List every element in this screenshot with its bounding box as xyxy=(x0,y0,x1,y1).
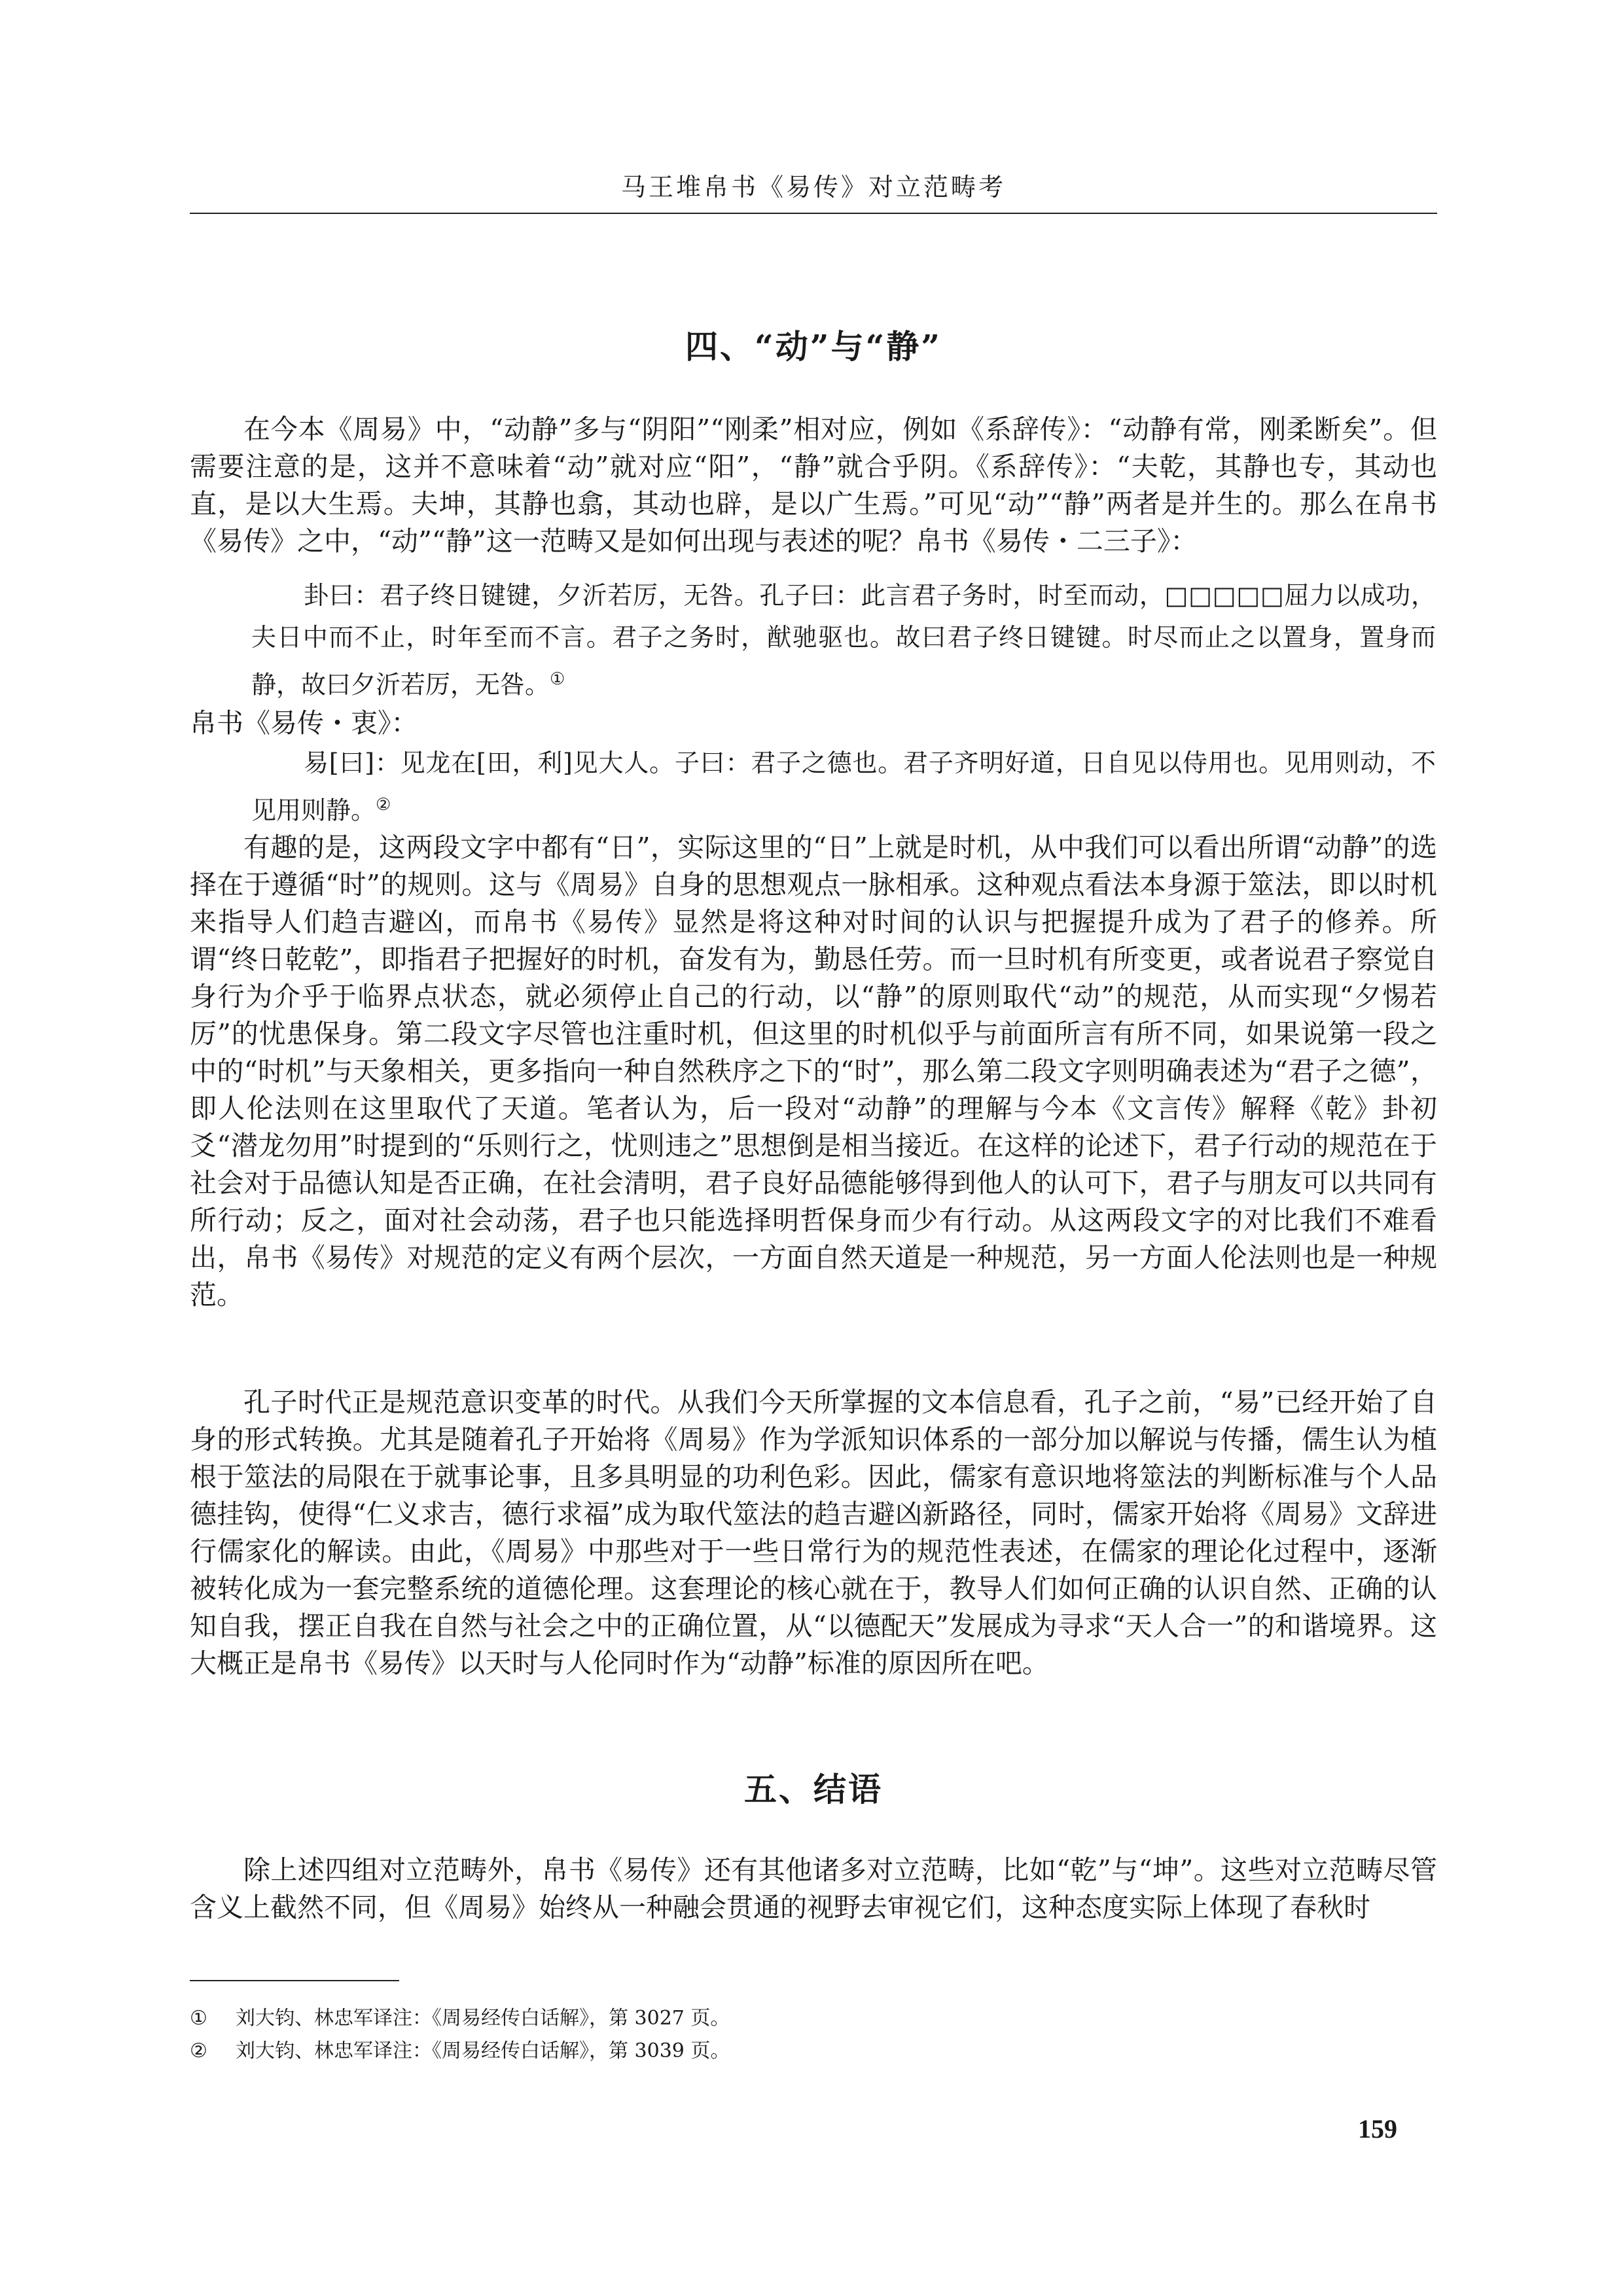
footnote-text: 刘大钧、林忠军译注：《周易经传白话解》，第 3027 页。 xyxy=(236,2007,730,2030)
quote-zhong-text: 易[曰]：见龙在[田，利]见大人。子曰：君子之德也。君子齐明好道，日自见以侍用也。见用则动，不见用则静。 xyxy=(251,749,1436,825)
footnote-rule xyxy=(190,1980,399,1981)
section4-paragraph-1: 在今本《周易》中，“动静”多与“阴阳”“刚柔”相对应，例如《系辞传》：“动静有常，刚柔断矣”。但需要注意的是，这并不意味着“动”就对应“阳”，“静”就合乎阴。《系辞传》：“夫乾，其静也专，其动也直，是以大生焉。夫坤，其静也翕，其动也辟，是以广生焉。”可见“动”“静”两者是并生的。那么在帛书《易传》之中，“动”“静”这一范畴又是如何出现与表述的呢？帛书《易传・二三子》： xyxy=(190,414,1437,557)
source-zhong: 帛书《易传・衷》： xyxy=(190,707,418,739)
running-head: 马王堆帛书《易传》对立范畴考 xyxy=(620,173,1006,202)
footnote-mark: ② xyxy=(190,2040,207,2062)
footnote-mark: ① xyxy=(190,2007,207,2030)
footnote-1 xyxy=(190,2005,730,2032)
section5-paragraph-1: 除上述四组对立范畴外，帛书《易传》还有其他诸多对立范畴，比如“乾”与“坤”。这些对立范畴尽管含义上截然不同，但《周易》始终从一种融会贯通的视野去审视它们，这种态度实际上体现了春秋时 xyxy=(190,1854,1437,1923)
quote-zhong xyxy=(251,742,1436,832)
section4-paragraph-2: 有趣的是，这两段文字中都有“日”，实际这里的“日”上就是时机，从中我们可以看出所谓“动静”的选择在于遵循“时”的规则。这与《周易》自身的思想观点一脉相承。这种观点看法本身源于筮法，即以时机来指导人们趋吉避凶，而帛书《易传》显然是将这种对时间的认识与把握提升成为了君子的修养。所谓“终日乾乾”，即指君子把握好的时机，奋发有为，勤恳任劳。而一旦时机有所变更，或者说君子察觉自身行为介乎于临界点状态，就必须停止自己的行动，以“静”的原则取代“动”的规范，从而实现“夕惕若厉”的忧患保身。第二段文字尽管也注重时机，但这里的时机似乎与前面所言有所不同，如果说第一段之中的“时机”与天象相关，更多指向一种自然秩序之下的“时”，那么第二段文字则明确表述为“君子之德”，即人伦法则在这里取代了天道。笔者认为，后一段对“动静”的理解与今本《文言传》解释《乾》卦初爻“潜龙勿用”时提到的“乐则行之，忧则违之”思想倒是相当接近。在这样的论述下，君子行动的规范在于社会对于品德认知是否正确，在社会清明，君子良好品德能够得到他人的认可下，君子与朋友可以共同有所行动；反之，面对社会动荡，君子也只能选择明哲保身而少有行动。从这两段文字的对比我们不难看出，帛书《易传》对规范的定义有两个层次，一方面自然天道是一种规范，另一方面人伦法则也是一种规范。 xyxy=(190,832,1437,1311)
section-heading-5: 五、结语 xyxy=(744,1770,883,1809)
footnote-text: 刘大钧、林忠军译注：《周易经传白话解》，第 3039 页。 xyxy=(236,2040,730,2062)
page-number: 159 xyxy=(1358,2114,1397,2144)
footnote-ref-1: ① xyxy=(550,669,565,689)
header-rule xyxy=(190,213,1437,214)
section-heading-4: 四、“动”与“静” xyxy=(685,327,942,366)
section4-paragraph-3: 孔子时代正是规范意识变革的时代。从我们今天所掌握的文本信息看，孔子之前，“易”已经开始了自身的形式转换。尤其是随着孔子开始将《周易》作为学派知识体系的一部分加以解说与传播，儒生认为植根于筮法的局限在于就事论事，且多具明显的功利色彩。因此，儒家有意识地将筮法的判断标准与个人品德挂钩，使得“仁义求吉，德行求福”成为取代筮法的趋吉避凶新路径，同时，儒家开始将《周易》文辞进行儒家化的解读。由此，《周易》中那些对于一些日常行为的规范性表述，在儒家的理论化过程中，逐渐被转化成为一套完整系统的道德伦理。这套理论的核心就在于，教导人们如何正确的认识自然、正确的认知自我，摆正自我在自然与社会之中的正确位置，从“以德配天”发展成为寻求“天人合一”的和谐境界。这大概正是帛书《易传》以天时与人伦同时作为“动静”标准的原因所在吧。 xyxy=(190,1386,1437,1679)
footnote-ref-2: ② xyxy=(376,795,391,815)
footnote-2 xyxy=(190,2038,730,2064)
quote-ersanzi-text: 卦曰：君子终日键键，夕沂若厉，无咎。孔子曰：此言君子务时，时至而动，□□□□□屈力以成功，夫日中而不止，时年至而不言。君子之务时，猷驰驱也。故曰君子终日键键。时尽而止之以置身，置身而静，故曰夕沂若厉，无咎。 xyxy=(251,581,1436,699)
quote-ersanzi xyxy=(251,574,1436,706)
